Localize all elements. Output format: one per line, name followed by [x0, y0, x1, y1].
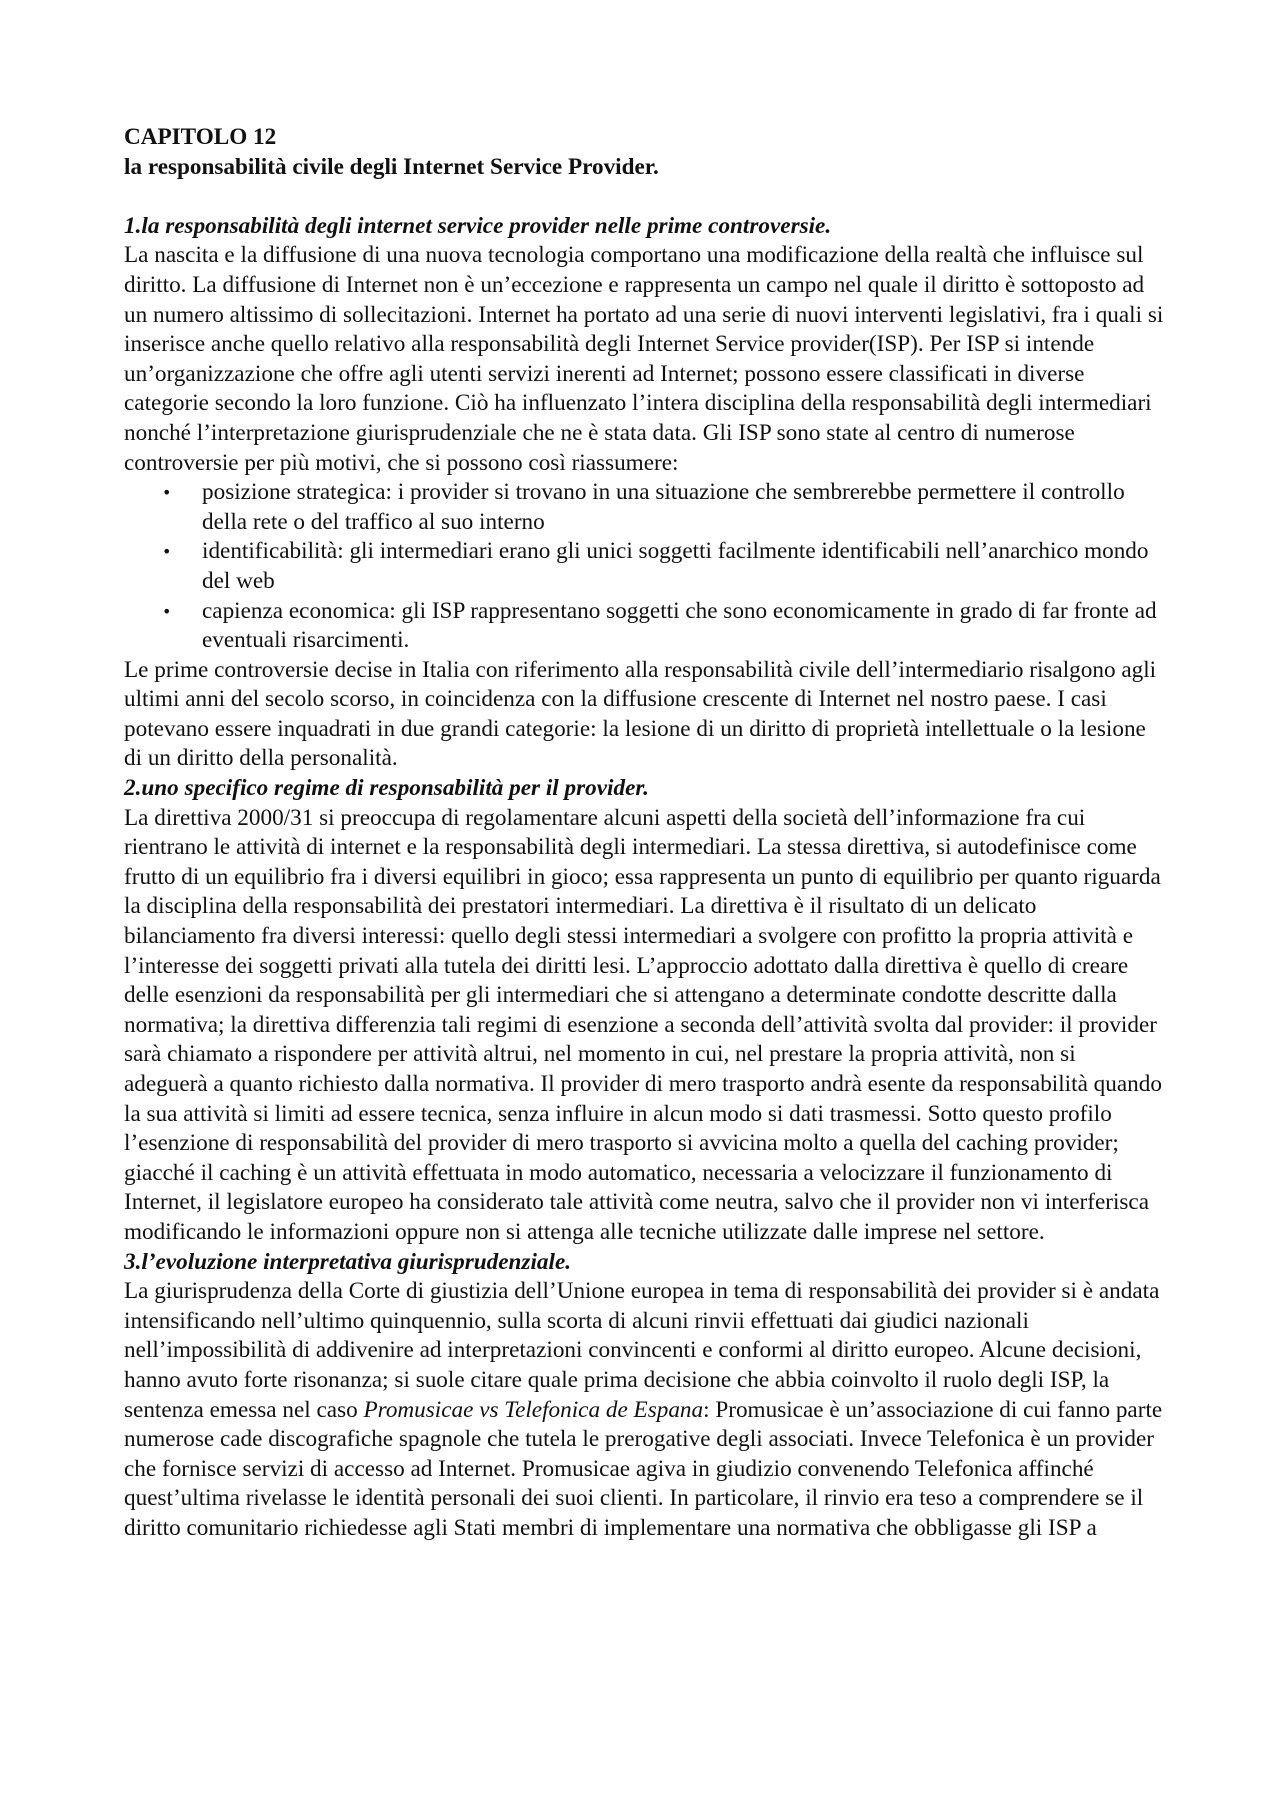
- section-3-paragraph-1: [124, 1277, 1164, 1543]
- document-page: [124, 123, 1164, 1544]
- paragraph-text-before: La giurisprudenza della Corte di giustizia dell’Unione europea in tema di responsabilità dei provider si è andata intensificando nell’ultimo quinquennio, sulla scorta di alcuni rinvii effettuati dai giudici nazionali nell’impossibilità di addivenire ad interpretazioni convincenti e conformi al diritto europeo. Alcune decisioni, hanno avuto forte risonanza; si suole citare quale prima decisione che abbia coinvolto il ruolo degli ISP, la sentenza emessa nel caso: [124, 1278, 1160, 1423]
- chapter-subtitle: la responsabilità civile degli Internet Service Provider.: [124, 153, 659, 180]
- blank-line: [124, 182, 1164, 212]
- list-item: [162, 537, 1164, 596]
- bullet-icon: •: [162, 601, 172, 621]
- section-1-paragraph-1: La nascita e la diffusione di una nuova tecnologia comportano una modificazione della realtà che influisce sul diritto. La diffusione di Internet non è un’eccezione e rappresenta un campo nel quale il diritto è sottoposto ad un numero altissimo di sollecitazioni. Internet ha portato ad una serie di nuovi interventi legislativi, fra i quali si inserisce anche quello relativo alla responsabilità degli Internet Service provider(ISP). Per ISP si intende un’organizzazione che offre agli utenti servizi inerenti ad Internet; possono essere classificati in diverse categorie secondo la loro funzione. Ciò ha influenzato l’intera disciplina della responsabilità degli intermediari nonché l’interpretazione giurisprudenziale che ne è stata data. Gli ISP sono state al centro di numerose controversie per più motivi, che si possono così riassumere:: [124, 242, 1164, 476]
- section-3-heading: 3.l’evoluzione interpretativa giurisprudenziale.: [124, 1248, 572, 1275]
- list-item-text: posizione strategica: i provider si trovano in una situazione che sembrerebbe permettere il controllo della rete o del traffico al suo interno: [202, 479, 1125, 535]
- section-1-heading: 1.la responsabilità degli internet service provider nelle prime controversie.: [124, 212, 832, 239]
- bullet-icon: •: [162, 542, 172, 562]
- paragraph-text-after: : Promusicae è un’associazione di cui fanno parte numerose cade discografiche spagnole che tutela le prerogative degli associati. Invece Telefonica è un provider che fornisce servizi di accesso ad Internet. Promusicae agiva in giudizio convenendo Telefonica affinché quest’ultima rivelasse le identità personali dei suoi clienti. In particolare, il rinvio era teso a comprendere se il diritto comunitario richiedesse agli Stati membri di implementare una normativa che obbligasse gli ISP a: [124, 1396, 1163, 1541]
- bullet-list: [124, 478, 1164, 656]
- chapter-title: CAPITOLO 12: [124, 124, 277, 150]
- case-name: Promusicae vs Telefonica de Espana: [363, 1396, 704, 1423]
- list-item-text: capienza economica: gli ISP rappresentano soggetti che sono economicamente in grado di far fronte ad eventuali risarcimenti.: [202, 597, 1157, 654]
- section-2-heading: 2.uno specifico regime di responsabilità per il provider.: [124, 775, 649, 802]
- list-item: [162, 478, 1164, 537]
- list-item: [162, 597, 1164, 656]
- bullet-icon: •: [162, 483, 172, 503]
- section-1-paragraph-2: Le prime controversie decise in Italia con riferimento alla responsabilità civile dell’intermediario risalgono agli ultimi anni del secolo scorso, in coincidenza con la diffusione crescente di Internet nel nostro paese. I casi potevano essere inquadrati in due grandi categorie: la lesione di un diritto di proprietà intellettuale o la lesione di un diritto della personalità.: [124, 656, 1157, 772]
- list-item-text: identificabilità: gli intermediari erano gli unici soggetti facilmente identificabili nell’anarchico mondo del web: [202, 538, 1149, 594]
- section-2-paragraph-1: La direttiva 2000/31 si preoccupa di regolamentare alcuni aspetti della società dell’informazione fra cui rientrano le attività di internet e la responsabilità degli intermediari. La stessa direttiva, si autodefinisce come frutto di un equilibrio fra i diversi equilibri in gioco; essa rappresenta un punto di equilibrio per quanto riguarda la disciplina della responsabilità dei prestatori intermediari. La direttiva è il risultato di un delicato bilanciamento fra diversi interessi: quello degli stessi intermediari a svolgere con profitto la propria attività e l’interesse dei soggetti privati alla tutela dei diritti lesi. L’approccio adottato dalla direttiva è quello di creare delle esenzioni da responsabilità per gli intermediari che si attengano a determinate condotte descritte dalla normativa; la direttiva differenzia tali regimi di esenzione a seconda dell’attività svolta dal provider: il provider sarà chiamato a rispondere per attività altrui, nel momento in cui, nel prestare la propria attività, non si adeguerà a quanto richiesto dalla normativa. Il provider di mero trasporto andrà esente da responsabilità quando la sua attività si limiti ad essere tecnica, senza influire in alcun modo si dati trasmessi. Sotto questo profilo l’esenzione di responsabilità del provider di mero trasporto si avvicina molto a quella del caching provider; giacché il caching è un attività effettuata in modo automatico, necessaria a velocizzare il funzionamento di Internet, il legislatore europeo ha considerato tale attività come neutra, salvo che il provider non vi interferisca modificando le informazioni oppure non si attenga alle tecniche utilizzate dalle imprese nel settore.: [124, 804, 1162, 1245]
